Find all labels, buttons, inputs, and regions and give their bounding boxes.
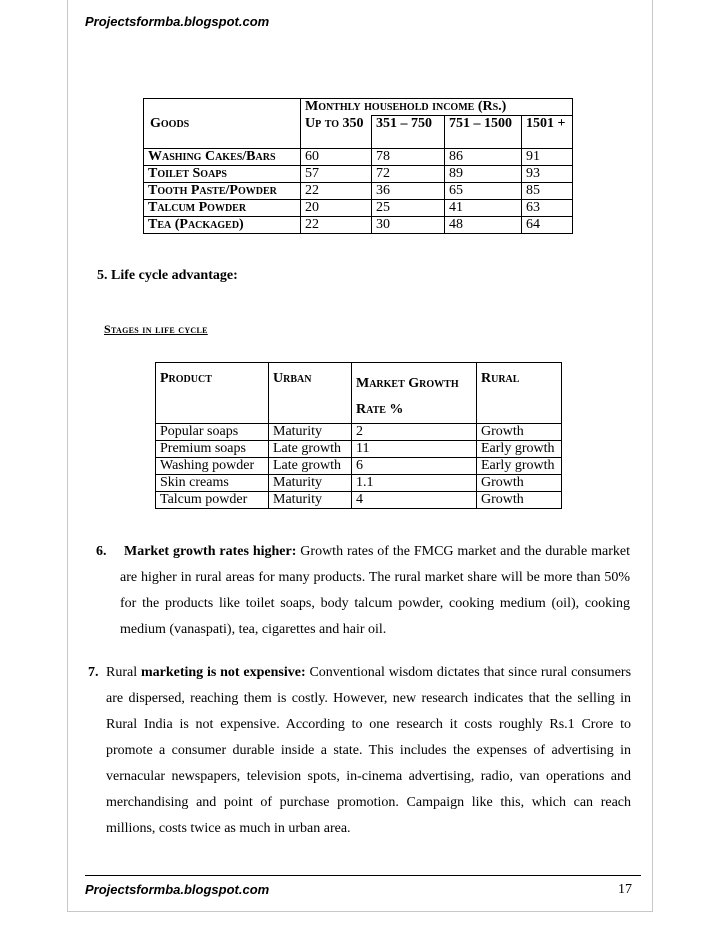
footer-site: Projectsformba.blogspot.com [85, 882, 270, 897]
cell: 11 [352, 441, 477, 458]
section-6-text: Growth rates of the FMCG market and the durable market are higher in rural areas for many products. The rural market share will be more than 50% for the products like toilet soaps, body talcum powder, cooking medium (oil), cooking medium (vanaspati), tea, cigarettes and hair oil. [120, 544, 631, 637]
cell: Maturity [269, 424, 352, 441]
cell: 6 [352, 458, 477, 475]
cell-value: 48 [445, 217, 522, 234]
cell: Maturity [269, 492, 352, 509]
section-5-subheading: Stages in life cycle [104, 322, 208, 336]
table-row [156, 475, 562, 492]
cell: Washing powder [156, 458, 269, 475]
good-name: Talcum Powder [144, 200, 301, 217]
income-col-1: Up to 350 [301, 116, 372, 149]
income-col-4: 1501 + [522, 116, 573, 149]
cell: Early growth [477, 441, 562, 458]
section-7-number: 7. [88, 665, 99, 680]
col-growth-header: Market Growth Rate % [352, 363, 477, 424]
col-goods-header: Goods [144, 99, 301, 149]
goods-income-table [143, 98, 573, 234]
cell-value: 20 [301, 200, 372, 217]
table-row [156, 492, 562, 509]
cell: Maturity [269, 475, 352, 492]
cell-value: 60 [301, 149, 372, 166]
header-site: Projectsformba.blogspot.com [85, 14, 270, 29]
cell: Late growth [269, 441, 352, 458]
cell-value: 25 [372, 200, 445, 217]
table-row [156, 424, 562, 441]
section-7-bold: marketing is not expensive: [140, 665, 306, 680]
good-name: Tooth Paste/Powder [144, 183, 301, 200]
cell: 2 [352, 424, 477, 441]
page-number: 17 [618, 882, 632, 897]
cell-value: 86 [445, 149, 522, 166]
cell: Late growth [269, 458, 352, 475]
section-5-heading: 5. Life cycle advantage: [97, 268, 238, 283]
life-cycle-table [155, 362, 562, 509]
cell-value: 22 [301, 217, 372, 234]
col-rural-header: Rural [477, 363, 562, 424]
cell: Growth [477, 492, 562, 509]
cell-value: 91 [522, 149, 573, 166]
cell: Talcum powder [156, 492, 269, 509]
cell-value: 89 [445, 166, 522, 183]
table-row [144, 200, 573, 217]
col-urban-header: Urban [269, 363, 352, 424]
income-group-header: Monthly household income (Rs.) [301, 99, 573, 116]
section-6-paragraph [120, 539, 630, 643]
cell-value: 63 [522, 200, 573, 217]
footer-divider [85, 875, 641, 876]
section-7-paragraph [106, 660, 631, 842]
cell-value: 93 [522, 166, 573, 183]
cell-value: 65 [445, 183, 522, 200]
table-row [144, 166, 573, 183]
cell-value: 57 [301, 166, 372, 183]
cell: Growth [477, 424, 562, 441]
table-row [144, 217, 573, 234]
cell-value: 30 [372, 217, 445, 234]
col-product-header: Product [156, 363, 269, 424]
cell-value: 85 [522, 183, 573, 200]
table-row [156, 458, 562, 475]
cell: Skin creams [156, 475, 269, 492]
section-7-text: Conventional wisdom dictates that since rural consumers are dispersed, reaching them is costly. However, new research indicates that the selling in Rural India is not expensive. According to one research it costs roughly Rs.1 Crore to promote a consumer durable inside a state. This includes the expenses of advertising in vernacular newspapers, television spots, in-cinema advertising, radio, van operations and merchandising and point of purchase promotion. Campaign like this, which can reach millions, costs twice as much in urban area. [106, 665, 632, 836]
good-name: Tea (Packaged) [144, 217, 301, 234]
cell-value: 64 [522, 217, 573, 234]
good-name: Toilet Soaps [144, 166, 301, 183]
income-col-2: 351 – 750 [372, 116, 445, 149]
table-row [144, 149, 573, 166]
table-row [144, 183, 573, 200]
cell: Popular soaps [156, 424, 269, 441]
cell: 1.1 [352, 475, 477, 492]
cell-value: 78 [372, 149, 445, 166]
cell: Premium soaps [156, 441, 269, 458]
table-row [156, 441, 562, 458]
section-7-lead: Rural [106, 665, 138, 680]
good-name: Washing Cakes/Bars [144, 149, 301, 166]
cell: 4 [352, 492, 477, 509]
cell-value: 72 [372, 166, 445, 183]
section-6-number: 6. [96, 544, 107, 559]
section-6-bold: Market growth rates higher: [124, 544, 297, 559]
cell: Growth [477, 475, 562, 492]
cell: Early growth [477, 458, 562, 475]
cell-value: 41 [445, 200, 522, 217]
income-col-3: 751 – 1500 [445, 116, 522, 149]
cell-value: 22 [301, 183, 372, 200]
cell-value: 36 [372, 183, 445, 200]
